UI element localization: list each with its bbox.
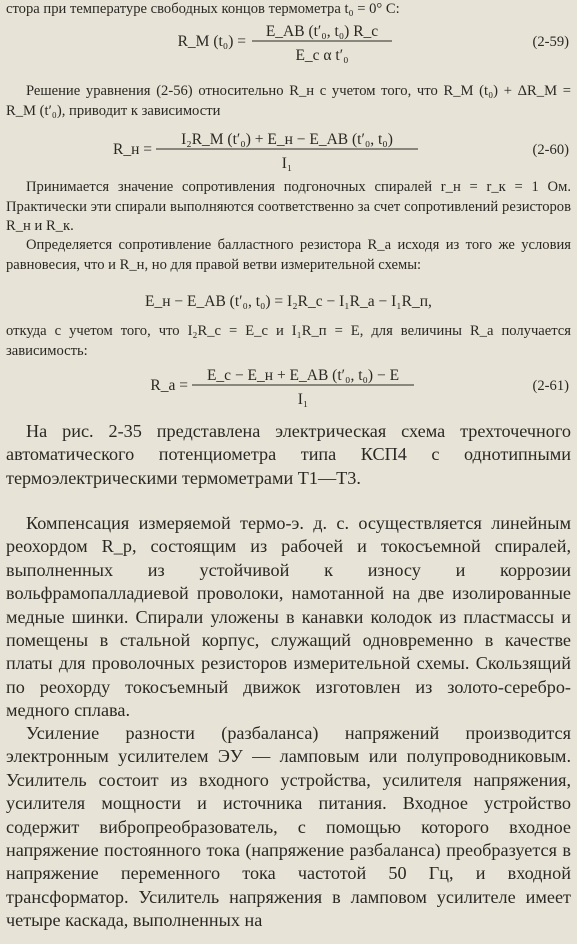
eq-2-60-numerator: I₂R_М (t′₀) + E_н − E_AB (t′₀, t₀) [181, 131, 393, 148]
equation-2-59 [0, 20, 577, 64]
eq-2-60-number: (2-60) [532, 142, 569, 158]
eq-2-59-numerator: E_AB (t′₀, t₀) R_c [265, 23, 379, 40]
eq-2-61-numerator: E_c − E_н + E_AB (t′₀, t₀) − E [206, 367, 400, 384]
paragraph-figure: На рис. 2-35 представлена электрическая схема трехточечного автоматического потенциометра типа КСП4 с однотипными термоэлектрическими термометрами Т1—Т3. [6, 421, 571, 488]
eq-2-61-denominator: I₁ [297, 391, 309, 408]
eq-2-59-number: (2-59) [532, 34, 569, 50]
paragraph-amplifier: Усиление разности (разбаланса) напряжений производится электронным усилителем ЭУ — ламповым или полупроводниковым. Усилитель состоит из входного устройства, усилителя напряжения, усилителя мощности и источника питания. Входное устройство содержит вибропреобразователь, с помощью которого входное напряжение постоянного тока (напряжение разбаланса) преобразуется в напряжение переменного тока частотой 50 Гц, и входной трансформатор. Усилитель напряжения в ламповом усилителе имеет четыре каскада, выполненных на [6, 723, 571, 931]
paragraph-top: стора при температуре свободных концов термометра t₀ = 0° С: [6, 1, 400, 17]
eq-2-61-lhs: R_а = [150, 377, 188, 394]
equation-2-61 [0, 364, 577, 408]
eq-2-60-denominator: I₁ [281, 155, 293, 172]
paragraph-whence: откуда с учетом того, что I₂R_c = E_c и I₁R_п = E, для величины R_а получается зависимость: [6, 323, 571, 359]
paragraph-spirals: Принимается значение сопротивления подгоночных спиралей r_н = r_к = 1 Ом. Практически эти спирали выполняются соответственно за счет сопротивлений резисторов R_н и R_к. [6, 179, 571, 235]
eq-2-60-lhs: R_н = [113, 141, 152, 158]
eq-2-59-lhs: R_М (t₀) = [177, 33, 246, 50]
equation-balance: E_н − E_AB (t′₀, t₀) = I₂R_c − I₁R_а − I₁R_п, [145, 293, 432, 310]
eq-2-59-denominator: E_c α t′₀ [295, 47, 349, 64]
paragraph-solution: Решение уравнения (2-56) относительно R_н с учетом того, что R_М (t₀) + ΔR_М = R_М (t′₀), приводит к зависимости [6, 83, 571, 119]
paragraph-compensation: Компенсация измеряемой термо-э. д. с. осуществляется линейным реохордом R_р, состоящим из рабочей и токосъемной спиралей, выполненных из устойчивой к износу и коррозии вольфрамопалладиевой проволоки, намотанной на две изолированные медные шинки. Спирали уложены в канавки колодок из пластмассы и помещены в стальной корпус, служащий одновременно в качестве платы для проволочных резисторов измерительной схемы. Скользящий по реохорду токосъемный движок изготовлен из золото-серебро-медного сплава. [6, 513, 571, 721]
paragraph-ballast: Определяется сопротивление балластного резистора R_а исходя из того же условия равновесия, что и R_н, но для правой ветви измерительной схемы: [6, 237, 571, 273]
equation-2-60 [0, 128, 577, 172]
eq-2-61-number: (2-61) [532, 378, 569, 394]
